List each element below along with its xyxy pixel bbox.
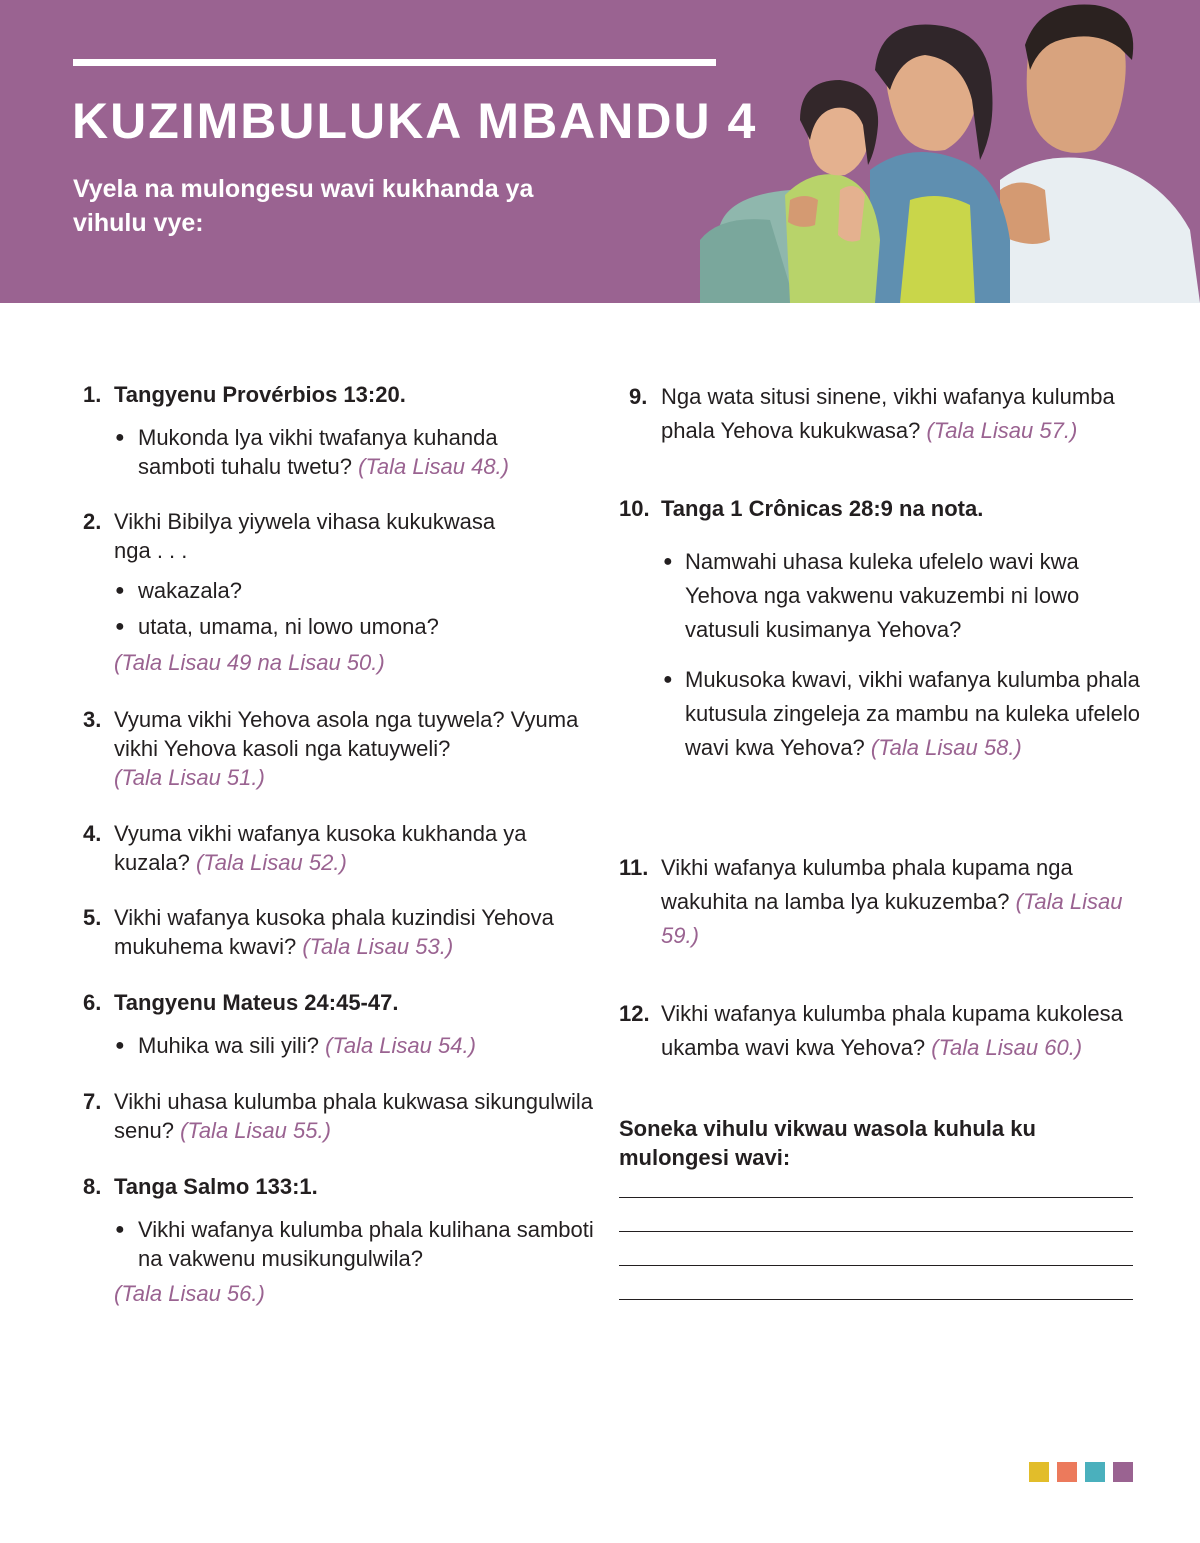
question-number: 4. <box>83 821 102 846</box>
question-text: Tanga 1 Crônicas 28:9 na nota. <box>661 496 984 521</box>
question-number: 2. <box>83 509 102 534</box>
list-item <box>83 612 534 641</box>
reference-link[interactable]: (Tala Lisau 58.) <box>870 735 1022 760</box>
reference-link[interactable]: (Tala Lisau 59.) <box>661 889 1123 948</box>
reference-link[interactable]: (Tala Lisau 57.) <box>926 418 1078 443</box>
question-text: Vikhi wafanya kulumba phala kupama kukolesa ukamba wavi kwa Yehova? <box>661 1001 1123 1060</box>
bullet-icon: ● <box>115 1221 125 1238</box>
question-6 <box>83 988 614 1060</box>
swatch-yellow <box>1029 1462 1049 1482</box>
question-text: Vikhi uhasa kulumba phala kukwasa sikungulwila senu? <box>114 1089 593 1143</box>
question-text: Tangyenu Provérbios 13:20. <box>114 382 406 407</box>
question-text: Nga wata situsi sinene, vikhi wafanya kulumba phala Yehova kukukwasa? <box>661 384 1115 443</box>
reference-link[interactable]: (Tala Lisau 48.) <box>358 454 509 479</box>
question-text: Tangyenu Mateus 24:45-47. <box>114 990 399 1015</box>
question-number: 10. <box>619 496 650 521</box>
question-text: Vyuma vikhi wafanya kusoka kukhanda ya kuzala? <box>114 821 527 875</box>
bullet-text: Mukonda lya vikhi twafanya kuhanda samboti tuhalu twetu? <box>138 425 498 479</box>
question-number: 12. <box>619 1001 650 1026</box>
reference-link[interactable]: (Tala Lisau 52.) <box>195 850 347 875</box>
list-item <box>83 1215 618 1273</box>
question-1 <box>83 380 624 481</box>
page-subtitle: Vyela na mulongesu wavi kukhanda ya vihulu vye: <box>73 175 534 237</box>
swatch-coral <box>1057 1462 1077 1482</box>
question-text: Vyuma vikhi Yehova asola nga tuywela? Vyuma vikhi Yehova kasoli nga katuyweli? <box>114 707 579 761</box>
bullet-text: Muhika wa sili yili? <box>138 1033 319 1058</box>
list-item <box>661 545 1141 647</box>
bullet-icon: ● <box>115 618 125 635</box>
question-text: Vikhi wafanya kulumba phala kupama nga wakuhita na lamba lya kukuzemba? <box>661 855 1073 914</box>
reference-link[interactable]: (Tala Lisau 49 na Lisau 50.) <box>114 650 385 675</box>
question-number: 1. <box>83 382 102 407</box>
question-2 <box>83 507 534 677</box>
bullet-text: utata, umama, ni lowo umona? <box>138 614 439 639</box>
question-5 <box>83 903 604 961</box>
list-item <box>661 663 1141 765</box>
reference-link[interactable]: (Tala Lisau 60.) <box>931 1035 1083 1060</box>
question-11 <box>619 851 1131 953</box>
writing-line[interactable] <box>619 1265 1133 1266</box>
writing-line[interactable] <box>619 1299 1133 1300</box>
question-text: Vikhi wafanya kusoka phala kuzindisi Yehova mukuhema kwavi? <box>114 905 554 959</box>
header-banner <box>0 0 1200 303</box>
list-item <box>83 423 578 481</box>
swatch-teal <box>1085 1462 1105 1482</box>
question-number: 9. <box>629 384 648 409</box>
bullet-text: Mukusoka kwavi, vikhi wafanya kulumba phala kutusula zingeleja za mambu na kuleka ufelelo wavi kwa Yehova? <box>685 667 1140 760</box>
question-10 <box>619 494 1141 765</box>
write-questions-prompt: Soneka vihulu vikwau wasola kuhula ku mulongesi wavi: <box>619 1116 1036 1170</box>
list-item <box>83 1031 614 1060</box>
bullet-icon: ● <box>115 429 125 446</box>
page-title: KUZIMBULUKA MBANDU 4 <box>72 93 758 149</box>
question-number: 8. <box>83 1174 102 1199</box>
reference-link[interactable]: (Tala Lisau 56.) <box>114 1281 265 1306</box>
question-number: 7. <box>83 1089 102 1114</box>
family-praying-illustration <box>700 0 1200 303</box>
reference-link[interactable]: (Tala Lisau 51.) <box>114 765 265 790</box>
question-number: 11. <box>619 855 649 880</box>
question-text: Tanga Salmo 133:1. <box>114 1174 318 1199</box>
bullet-icon: ● <box>115 582 125 599</box>
bullet-text: wakazala? <box>138 578 242 603</box>
question-3 <box>83 705 594 792</box>
question-7 <box>83 1087 614 1145</box>
list-item <box>83 576 534 605</box>
question-number: 5. <box>83 905 102 930</box>
swatch-purple <box>1113 1462 1133 1482</box>
bullet-text: Namwahi uhasa kuleka ufelelo wavi kwa Yehova nga vakwenu vakuzembi ni lowo vatusuli kusimanya Yehova? <box>685 549 1080 642</box>
color-swatches <box>1029 1462 1133 1482</box>
writing-line[interactable] <box>619 1231 1133 1232</box>
question-12 <box>619 997 1131 1065</box>
question-number: 3. <box>83 707 102 732</box>
question-text: Vikhi Bibilya yiywela vihasa kukukwasa nga . . . <box>114 509 496 563</box>
bullet-icon: ● <box>663 553 673 570</box>
bullet-text: Vikhi wafanya kulumba phala kulihana samboti na vakwenu musikungulwila? <box>138 1217 594 1271</box>
reference-link[interactable]: (Tala Lisau 55.) <box>180 1118 331 1143</box>
question-4 <box>83 819 594 877</box>
question-9 <box>619 380 1131 448</box>
bullet-icon: ● <box>115 1037 125 1054</box>
reference-link[interactable]: (Tala Lisau 54.) <box>325 1033 476 1058</box>
bullet-icon: ● <box>663 671 673 688</box>
question-8 <box>83 1172 624 1308</box>
question-number: 6. <box>83 990 102 1015</box>
reference-link[interactable]: (Tala Lisau 53.) <box>302 934 454 959</box>
header-rule <box>73 59 716 66</box>
writing-line[interactable] <box>619 1197 1133 1198</box>
